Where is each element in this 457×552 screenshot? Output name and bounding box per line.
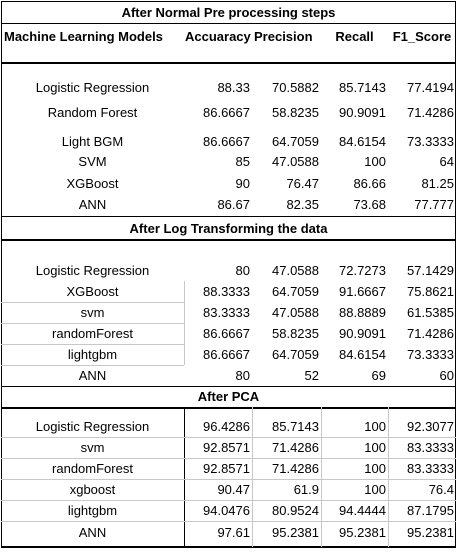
section-3-title-row: [1, 386, 456, 407]
header-f1-score: F1_Score: [392, 28, 452, 44]
table-row: [1, 75, 456, 99]
recall-value: 86.66: [353, 175, 386, 191]
accuracy-value: 86.6667: [203, 347, 250, 362]
column-divider: [321, 407, 322, 547]
accuracy-value: 86.6667: [203, 326, 250, 341]
recall-value: 90.9091: [339, 104, 386, 120]
precision-value: 47.0588: [272, 305, 319, 320]
recall-value: 72.7273: [339, 262, 386, 278]
recall-value: 88.8889: [339, 305, 386, 320]
recall-value: 100: [364, 153, 386, 169]
table-row: [1, 259, 456, 281]
recall-value: 100: [364, 418, 386, 434]
accuracy-value: 88.33: [217, 79, 250, 95]
recall-value: 100: [364, 482, 386, 497]
section-1-title-row: [1, 1, 456, 23]
f1-value: 57.1429: [407, 262, 454, 278]
f1-value: 95.2381: [407, 524, 454, 540]
cell-border: [1, 437, 456, 438]
model-name: XGBoost: [66, 283, 119, 299]
recall-value: 85.7143: [339, 79, 386, 95]
recall-value: 95.2381: [339, 524, 386, 540]
divider: [1, 62, 456, 64]
model-name: SVM: [78, 153, 107, 169]
model-name: Random Forest: [47, 104, 138, 120]
model-name: ANN: [78, 196, 107, 212]
model-name: xgboost: [69, 482, 116, 497]
table-row: [1, 344, 456, 365]
divider: [1, 239, 456, 241]
precision-value: 71.4286: [272, 461, 319, 476]
divider: [1, 216, 456, 217]
header-models: Machine Learning Models: [4, 28, 163, 44]
precision-value: 61.9: [293, 482, 319, 497]
cell-border: [1, 344, 184, 345]
border-top: [1, 1, 456, 2]
model-name: svm: [80, 305, 105, 320]
divider: [1, 386, 456, 387]
divider: [1, 23, 456, 24]
column-divider: [184, 407, 185, 547]
table-row: [1, 151, 456, 171]
cell-border: [1, 521, 456, 522]
model-name: Logistic Regression: [35, 79, 150, 95]
section-3-title: After PCA: [197, 389, 260, 404]
table-row: [1, 99, 456, 125]
table-row: [1, 281, 456, 301]
recall-value: 84.6154: [339, 133, 386, 149]
cell-border: [1, 302, 184, 303]
f1-value: 87.1795: [407, 503, 454, 518]
table-row: [1, 194, 456, 214]
f1-value: 83.3333: [407, 461, 454, 476]
f1-value: 92.3077: [407, 418, 454, 434]
model-name: Logistic Regression: [35, 418, 150, 434]
cell-border: [1, 323, 184, 324]
section-1-title: After Normal Pre processing steps: [121, 4, 336, 20]
f1-value: 83.3333: [407, 440, 454, 455]
accuracy-value: 88.3333: [203, 283, 250, 299]
f1-value: 71.4286: [407, 104, 454, 120]
f1-value: 81.25: [421, 175, 454, 191]
precision-value: 80.9524: [272, 503, 319, 518]
f1-value: 61.5385: [407, 305, 454, 320]
accuracy-value: 86.67: [217, 196, 250, 212]
accuracy-value: 96.4286: [203, 418, 250, 434]
precision-value: 47.0588: [272, 153, 319, 169]
cell-border: [1, 365, 184, 366]
header-accuracy: Accuaracy: [185, 28, 251, 44]
column-divider: [184, 281, 185, 365]
model-name: ANN: [78, 524, 107, 540]
model-name: svm: [80, 440, 105, 455]
precision-value: 76.47: [286, 175, 319, 191]
section-2-title: After Log Transforming the data: [129, 220, 328, 236]
f1-value: 73.3333: [407, 133, 454, 149]
f1-value: 71.4286: [407, 326, 454, 341]
accuracy-value: 85: [235, 153, 250, 169]
precision-value: 64.7059: [272, 347, 319, 362]
accuracy-value: 92.8571: [203, 461, 250, 476]
f1-value: 75.8621: [407, 283, 454, 299]
precision-value: 85.7143: [272, 418, 319, 434]
table-row: [1, 129, 456, 153]
accuracy-value: 86.6667: [203, 133, 250, 149]
header-precision: Precision: [254, 28, 313, 44]
precision-value: 95.2381: [272, 524, 319, 540]
f1-value: 73.3333: [407, 347, 454, 362]
accuracy-value: 80: [235, 368, 250, 383]
precision-value: 58.8235: [272, 104, 319, 120]
model-name: randomForest: [52, 326, 133, 341]
section-2-title-row: [1, 217, 456, 239]
precision-value: 70.5882: [272, 79, 319, 95]
precision-value: 64.7059: [272, 133, 319, 149]
table-row: [1, 365, 456, 386]
recall-value: 90.9091: [339, 326, 386, 341]
model-name: ANN: [78, 368, 107, 383]
f1-value: 77.4194: [407, 79, 454, 95]
precision-value: 82.35: [286, 196, 319, 212]
model-name: Logistic Regression: [35, 262, 150, 278]
precision-value: 52: [304, 368, 319, 383]
precision-value: 47.0588: [272, 262, 319, 278]
precision-value: 58.8235: [272, 326, 319, 341]
cell-border: [1, 500, 456, 501]
recall-value: 84.6154: [339, 347, 386, 362]
accuracy-value: 80: [235, 262, 250, 278]
recall-value: 69: [371, 368, 386, 383]
recall-value: 91.6667: [339, 283, 386, 299]
model-name: lightgbm: [67, 503, 118, 518]
f1-value: 76.4: [428, 482, 454, 497]
results-sheet: [1, 1, 456, 550]
cell-border: [1, 479, 456, 480]
model-name: lightgbm: [67, 347, 118, 362]
precision-value: 71.4286: [272, 440, 319, 455]
accuracy-value: 90.47: [217, 482, 250, 497]
column-divider: [388, 407, 389, 547]
recall-value: 100: [364, 440, 386, 455]
column-divider: [252, 407, 253, 547]
table-row: [1, 323, 456, 344]
recall-value: 100: [364, 461, 386, 476]
f1-value: 64: [439, 153, 454, 169]
accuracy-value: 92.8571: [203, 440, 250, 455]
accuracy-value: 97.61: [217, 524, 250, 540]
model-name: XGBoost: [66, 175, 119, 191]
model-name: Light BGM: [61, 133, 124, 149]
accuracy-value: 90: [235, 175, 250, 191]
accuracy-value: 83.3333: [203, 305, 250, 320]
border-right: [455, 1, 456, 548]
border-left: [1, 1, 2, 548]
header-recall: Recall: [335, 28, 374, 44]
table-row: [1, 302, 456, 323]
f1-value: 77.777: [414, 196, 454, 212]
accuracy-value: 94.0476: [203, 503, 250, 518]
recall-value: 73.68: [353, 196, 386, 212]
recall-value: 94.4444: [339, 503, 386, 518]
f1-value: 60: [439, 368, 454, 383]
model-name: randomForest: [52, 461, 133, 476]
precision-value: 64.7059: [272, 283, 319, 299]
cell-border: [1, 458, 456, 459]
accuracy-value: 86.6667: [203, 104, 250, 120]
table-row: [1, 171, 456, 195]
header-row: [1, 23, 456, 49]
